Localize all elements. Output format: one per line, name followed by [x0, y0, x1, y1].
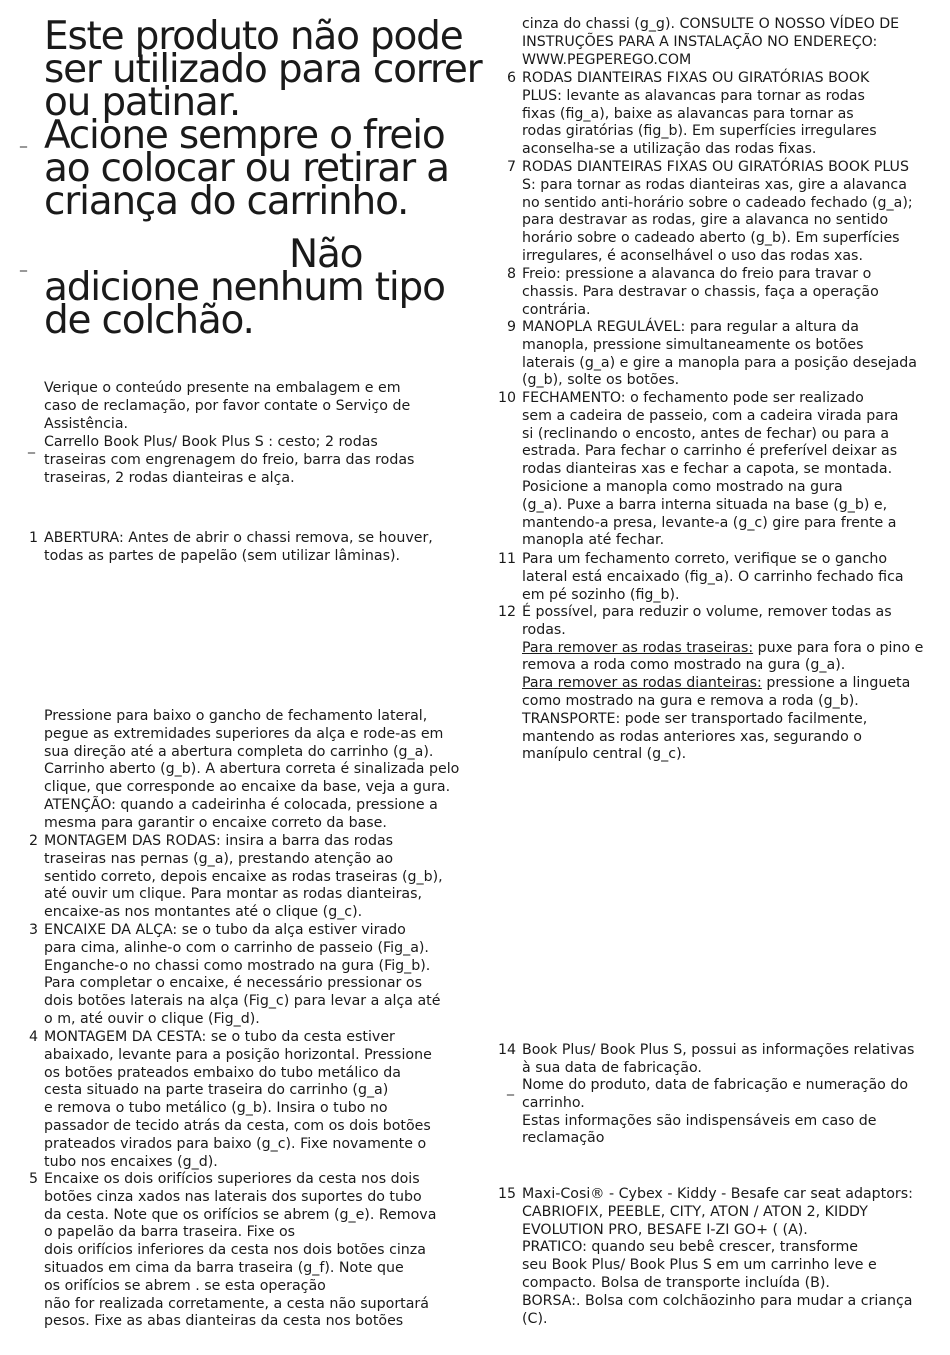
text-line: botões cinza xados nas laterais dos suportes do tubo [44, 1188, 422, 1205]
text-line: FECHAMENTO: o fechamento pode ser realizado [522, 390, 864, 406]
warning-headline-mattress [44, 232, 445, 343]
section-number: 15 [497, 1186, 516, 1202]
section-remove-wheels [522, 604, 923, 764]
text-line: compacto. Bolsa de transporte incluída (B). [522, 1274, 830, 1291]
text-line: TRANSPORTE: pode ser transportado facilmente, [522, 710, 868, 727]
section-manufacturing-info [522, 1042, 914, 1078]
section-number: 4 [28, 1029, 38, 1045]
text-line: WWW.PEGPEREGO.COM [522, 51, 692, 68]
section-basket-holes-continued [522, 16, 899, 69]
text-line: Nome do produto, data de fabricação e numeração do [522, 1077, 909, 1093]
text-line: passador de tecido atrás da cesta, com os dois botões [44, 1117, 431, 1134]
text-line: cinza do chassi (g_g). CONSULTE O NOSSO VÍDEO DE [522, 16, 900, 32]
text-line: manopla, pressione simultaneamente os botões [522, 336, 864, 353]
dash-marker: _ [20, 132, 27, 148]
text-line: clique, que corresponde ao encaixe da base, veja a gura. [44, 779, 451, 796]
text-line: lateral está encaixado (fig_a). O carrinho fechado fica [522, 568, 904, 585]
section-folding [522, 390, 898, 550]
headline-line: de colchão. [44, 298, 254, 343]
text-line: ABERTURA: Antes de abrir o chassi remova, se houver, [44, 530, 433, 546]
text-line: ser utilizado para correr [44, 47, 482, 92]
text-line: à sua data de fabricação. [522, 1059, 702, 1076]
section-front-wheels-book-plus-s [522, 159, 913, 266]
text-line: PRATICO: quando seu bebê crescer, transforme [522, 1239, 858, 1256]
text-line: estrada. Para fechar o carrinho é preferível deixar as [522, 443, 898, 460]
text-line: pegue as extremidades superiores da alça e rode-as em [44, 725, 444, 742]
text-line: Para completar o encaixe, é necessário pressionar os [44, 975, 422, 992]
text-line: Verique o conteúdo presente na embalagem e em [44, 380, 401, 396]
text-line: manípulo central (g_c). [522, 746, 687, 763]
text-line: Freio: pressione a alavanca do freio para travar o [522, 266, 872, 282]
text-line: MONTAGEM DA CESTA: se o tubo da cesta estiver [44, 1029, 395, 1045]
section-front-wheels-book-plus [522, 70, 877, 159]
text-line: dois orifícios inferiores da cesta nos dois botões cinza [44, 1242, 426, 1259]
section-basket-assembly [44, 1029, 432, 1171]
text-line: para destravar as rodas, gire a alavanca no sentido [522, 212, 889, 229]
text-line: Estas informações são indispensáveis em caso de [522, 1112, 877, 1129]
headline-line: Não [289, 232, 363, 277]
text-line: aconselha-se a utilização das rodas fixas. [522, 141, 817, 158]
rear-wheels-line [522, 640, 923, 658]
text-line: Posicione a manopla como mostrado na gura [522, 478, 843, 495]
text-line: chassis. Para destravar o chassis, faça a operação [522, 283, 879, 300]
text-line: irregulares, é aconselhável o uso das rodas xas. [522, 247, 863, 264]
text-line: laterais (g_a) e gire a manopla para a posição desejada [522, 354, 917, 371]
text-line: encaixe-as nos montantes até o clique (g_c). [44, 904, 363, 921]
text-line: tubo nos encaixes (g_d). [44, 1153, 218, 1170]
section-opening-continued [44, 708, 459, 833]
text-line: até ouvir um clique. Para montar as rodas dianteiras, [44, 886, 423, 903]
text-line: mantendo as rodas anteriores xas, segurando o [522, 728, 862, 745]
text-line: dois botões laterais na alça (Fig_c) para levar a alça até [44, 993, 441, 1010]
text-line: traseiras com engrenagem do freio, barra das rodas [44, 451, 415, 468]
text-line: como mostrado na gura e remova a roda (g_b). [522, 692, 859, 709]
text-line: o papelão da barra traseira. Fixe os [44, 1224, 296, 1241]
text-line: Este produto não pode [44, 14, 463, 59]
text-line: mesma para garantir o encaixe correto da base. [44, 814, 387, 831]
text-line: ATENÇÃO: quando a cadeirinha é colocada, pressione a [44, 796, 438, 813]
section-number: 11 [497, 551, 516, 567]
section-number: 8 [506, 266, 516, 282]
text-line: remova a roda como mostrado na gura (g_a). [522, 657, 846, 674]
section-number: 14 [497, 1042, 516, 1058]
text-line: sua direção até a abertura completa do carrinho (g_a). [44, 743, 434, 760]
section-number: 6 [506, 70, 516, 86]
text-line: si (reclinando o encosto, antes de fechar) ou para a [522, 425, 890, 442]
section-basket-holes [44, 1171, 436, 1331]
text-line: não for realizada corretamente, a cesta não suportará [44, 1295, 429, 1312]
text-line: ao colocar ou retirar a [44, 146, 449, 191]
section-number: 7 [506, 159, 516, 175]
text-line: situados em cima da barra traseira (g_f). Note que [44, 1259, 404, 1276]
text-line: (C). [522, 1310, 548, 1327]
section-number: 9 [506, 319, 516, 335]
dash-marker: _ [507, 1080, 514, 1096]
text-line: CABRIOFIX, PEEBLE, CITY, ATON / ATON 2, KIDDY [522, 1203, 868, 1220]
text-line: sentido correto, depois encaixe as rodas traseiras (g_b), [44, 868, 443, 885]
text-fragment: pressione a lingueta [761, 675, 911, 692]
text-line: rodas. [522, 621, 566, 638]
section-car-seat-adaptors [522, 1186, 913, 1328]
text-fragment: puxe para fora o pino e [753, 639, 924, 656]
section-number: 3 [28, 922, 38, 938]
text-line: reclamação [522, 1130, 605, 1147]
text-line: pesos. Fixe as abas dianteiras da cesta nos botões [44, 1313, 404, 1330]
text-line: manopla até fechar. [522, 532, 665, 549]
text-line: o m, até ouvir o clique (Fig_d). [44, 1010, 260, 1027]
text-line: (g_b), solte os botões. [522, 372, 680, 389]
text-line: prateados virados para baixo (g_c). Fixe novamente o [44, 1135, 427, 1152]
text-line: BORSA:. Bolsa com colchãozinho para mudar a criança [522, 1292, 913, 1309]
text-line: criança do carrinho. [44, 179, 409, 224]
text-line: carrinho. [522, 1094, 585, 1111]
text-line: RODAS DIANTEIRAS FIXAS OU GIRATÓRIAS BOOK PLUS [522, 159, 909, 175]
text-line: EVOLUTION PRO, BESAFE I-ZI GO+ ( (A). [522, 1221, 808, 1238]
text-line: Assistência. [44, 415, 129, 432]
text-line: mantendo-a presa, levante-a (g_c) gire para frente a [522, 514, 897, 531]
text-line: Carrinho aberto (g_b). A abertura correta é sinalizada pelo [44, 761, 460, 778]
text-line: traseiras, 2 rodas dianteiras e alça. [44, 469, 295, 486]
section-wheels-assembly [44, 833, 443, 922]
headline-line: adicione nenhum tipo [44, 265, 445, 310]
text-line: Book Plus/ Book Plus S, possui as informações relativas [522, 1042, 915, 1058]
section-opening [44, 530, 433, 566]
text-line: da cesta. Note que os orifícios se abrem (g_e). Remova [44, 1206, 437, 1223]
text-line: Acione sempre o freio [44, 113, 445, 158]
text-line: seu Book Plus/ Book Plus S em um carrinho leve e [522, 1257, 877, 1274]
text-line: S: para tornar as rodas dianteiras xas, gire a alavanca [522, 176, 907, 193]
text-line: traseiras nas pernas (g_a), prestando atenção ao [44, 850, 394, 867]
rear-wheels-heading: Para remover as rodas traseiras: [522, 639, 754, 656]
section-handle-fitting [44, 922, 440, 1029]
text-line: Maxi-Cosi® - Cybex - Kiddy - Besafe car seat adaptors: [522, 1186, 913, 1202]
text-line: (g_a). Puxe a barra interna situada na base (g_b) e, [522, 496, 888, 513]
check-contents-paragraph [44, 380, 410, 433]
front-wheels-line [522, 675, 923, 693]
text-line: os orifícios se abrem . se esta operação [44, 1277, 326, 1294]
text-line: todas as partes de papelão (sem utilizar lâminas). [44, 547, 401, 564]
section-number: 10 [497, 390, 516, 406]
text-line: sem a cadeira de passeio, com a cadeira virada para [522, 407, 899, 424]
text-line: cesta situado na parte traseira do carrinho (g_a) [44, 1082, 389, 1099]
warning-headline [44, 14, 482, 224]
text-line: em pé sozinho (fig_b). [522, 586, 680, 603]
text-line: contrária. [522, 301, 591, 318]
text-line: no sentido anti-horário sobre o cadeado fechado (g_a); [522, 194, 913, 211]
text-line: fixas (fig_a), baixe as alavancas para tornar as [522, 105, 854, 122]
section-adjustable-handle [522, 319, 917, 390]
section-correct-closing [522, 551, 904, 604]
text-line: ou patinar. [44, 80, 241, 125]
text-line: INSTRUÇÕES PARA A INSTALAÇÃO NO ENDEREÇO: [522, 33, 878, 50]
text-line: horário sobre o cadeado aberto (g_b). Em superfícies [522, 230, 900, 247]
text-line: e remova o tubo metálico (g_b). Insira o tubo no [44, 1100, 388, 1117]
front-wheels-heading: Para remover as rodas dianteiras: [522, 675, 762, 692]
text-line: Encaixe os dois orifícios superiores da cesta nos dois [44, 1171, 420, 1187]
section-number: 12 [497, 604, 516, 620]
text-line: rodas dianteiras xas e fechar a capota, se montada. [522, 461, 893, 478]
dash-marker: _ [20, 256, 27, 272]
text-line: ENCAIXE DA ALÇA: se o tubo da alça estiver virado [44, 922, 406, 938]
text-line: abaixado, levante para a posição horizontal. Pressione [44, 1046, 432, 1063]
section-manufacturing-details [522, 1077, 908, 1148]
text-line: para cima, alinhe-o com o carrinho de passeio (Fig_a). [44, 939, 429, 956]
dash-marker: _ [28, 438, 35, 454]
section-number: 5 [28, 1171, 38, 1187]
text-line: Pressione para baixo o gancho de fechamento lateral, [44, 708, 428, 724]
text-line: PLUS: levante as alavancas para tornar as rodas [522, 87, 865, 104]
section-number: 1 [28, 530, 38, 546]
section-brake [522, 266, 879, 319]
text-line: caso de reclamação, por favor contate o Serviço de [44, 397, 411, 414]
text-line: os botões prateados embaixo do tubo metálico da [44, 1064, 401, 1081]
text-line: MONTAGEM DAS RODAS: insira a barra das rodas [44, 833, 394, 849]
text-line: MANOPLA REGULÁVEL: para regular a altura da [522, 319, 859, 335]
text-line: Para um fechamento correto, verifique se o gancho [522, 551, 888, 567]
text-line: Enganche-o no chassi como mostrado na gura (Fig_b). [44, 957, 431, 974]
text-line: É possível, para reduzir o volume, remover todas as [522, 604, 892, 620]
package-contents-paragraph [44, 434, 414, 487]
section-number: 2 [28, 833, 38, 849]
text-line: rodas giratórias (fig_b). Em superfícies irregulares [522, 123, 877, 140]
text-line: RODAS DIANTEIRAS FIXAS OU GIRATÓRIAS BOOK [522, 70, 870, 86]
text-line: Carrello Book Plus/ Book Plus S : cesto; 2 rodas [44, 434, 378, 450]
